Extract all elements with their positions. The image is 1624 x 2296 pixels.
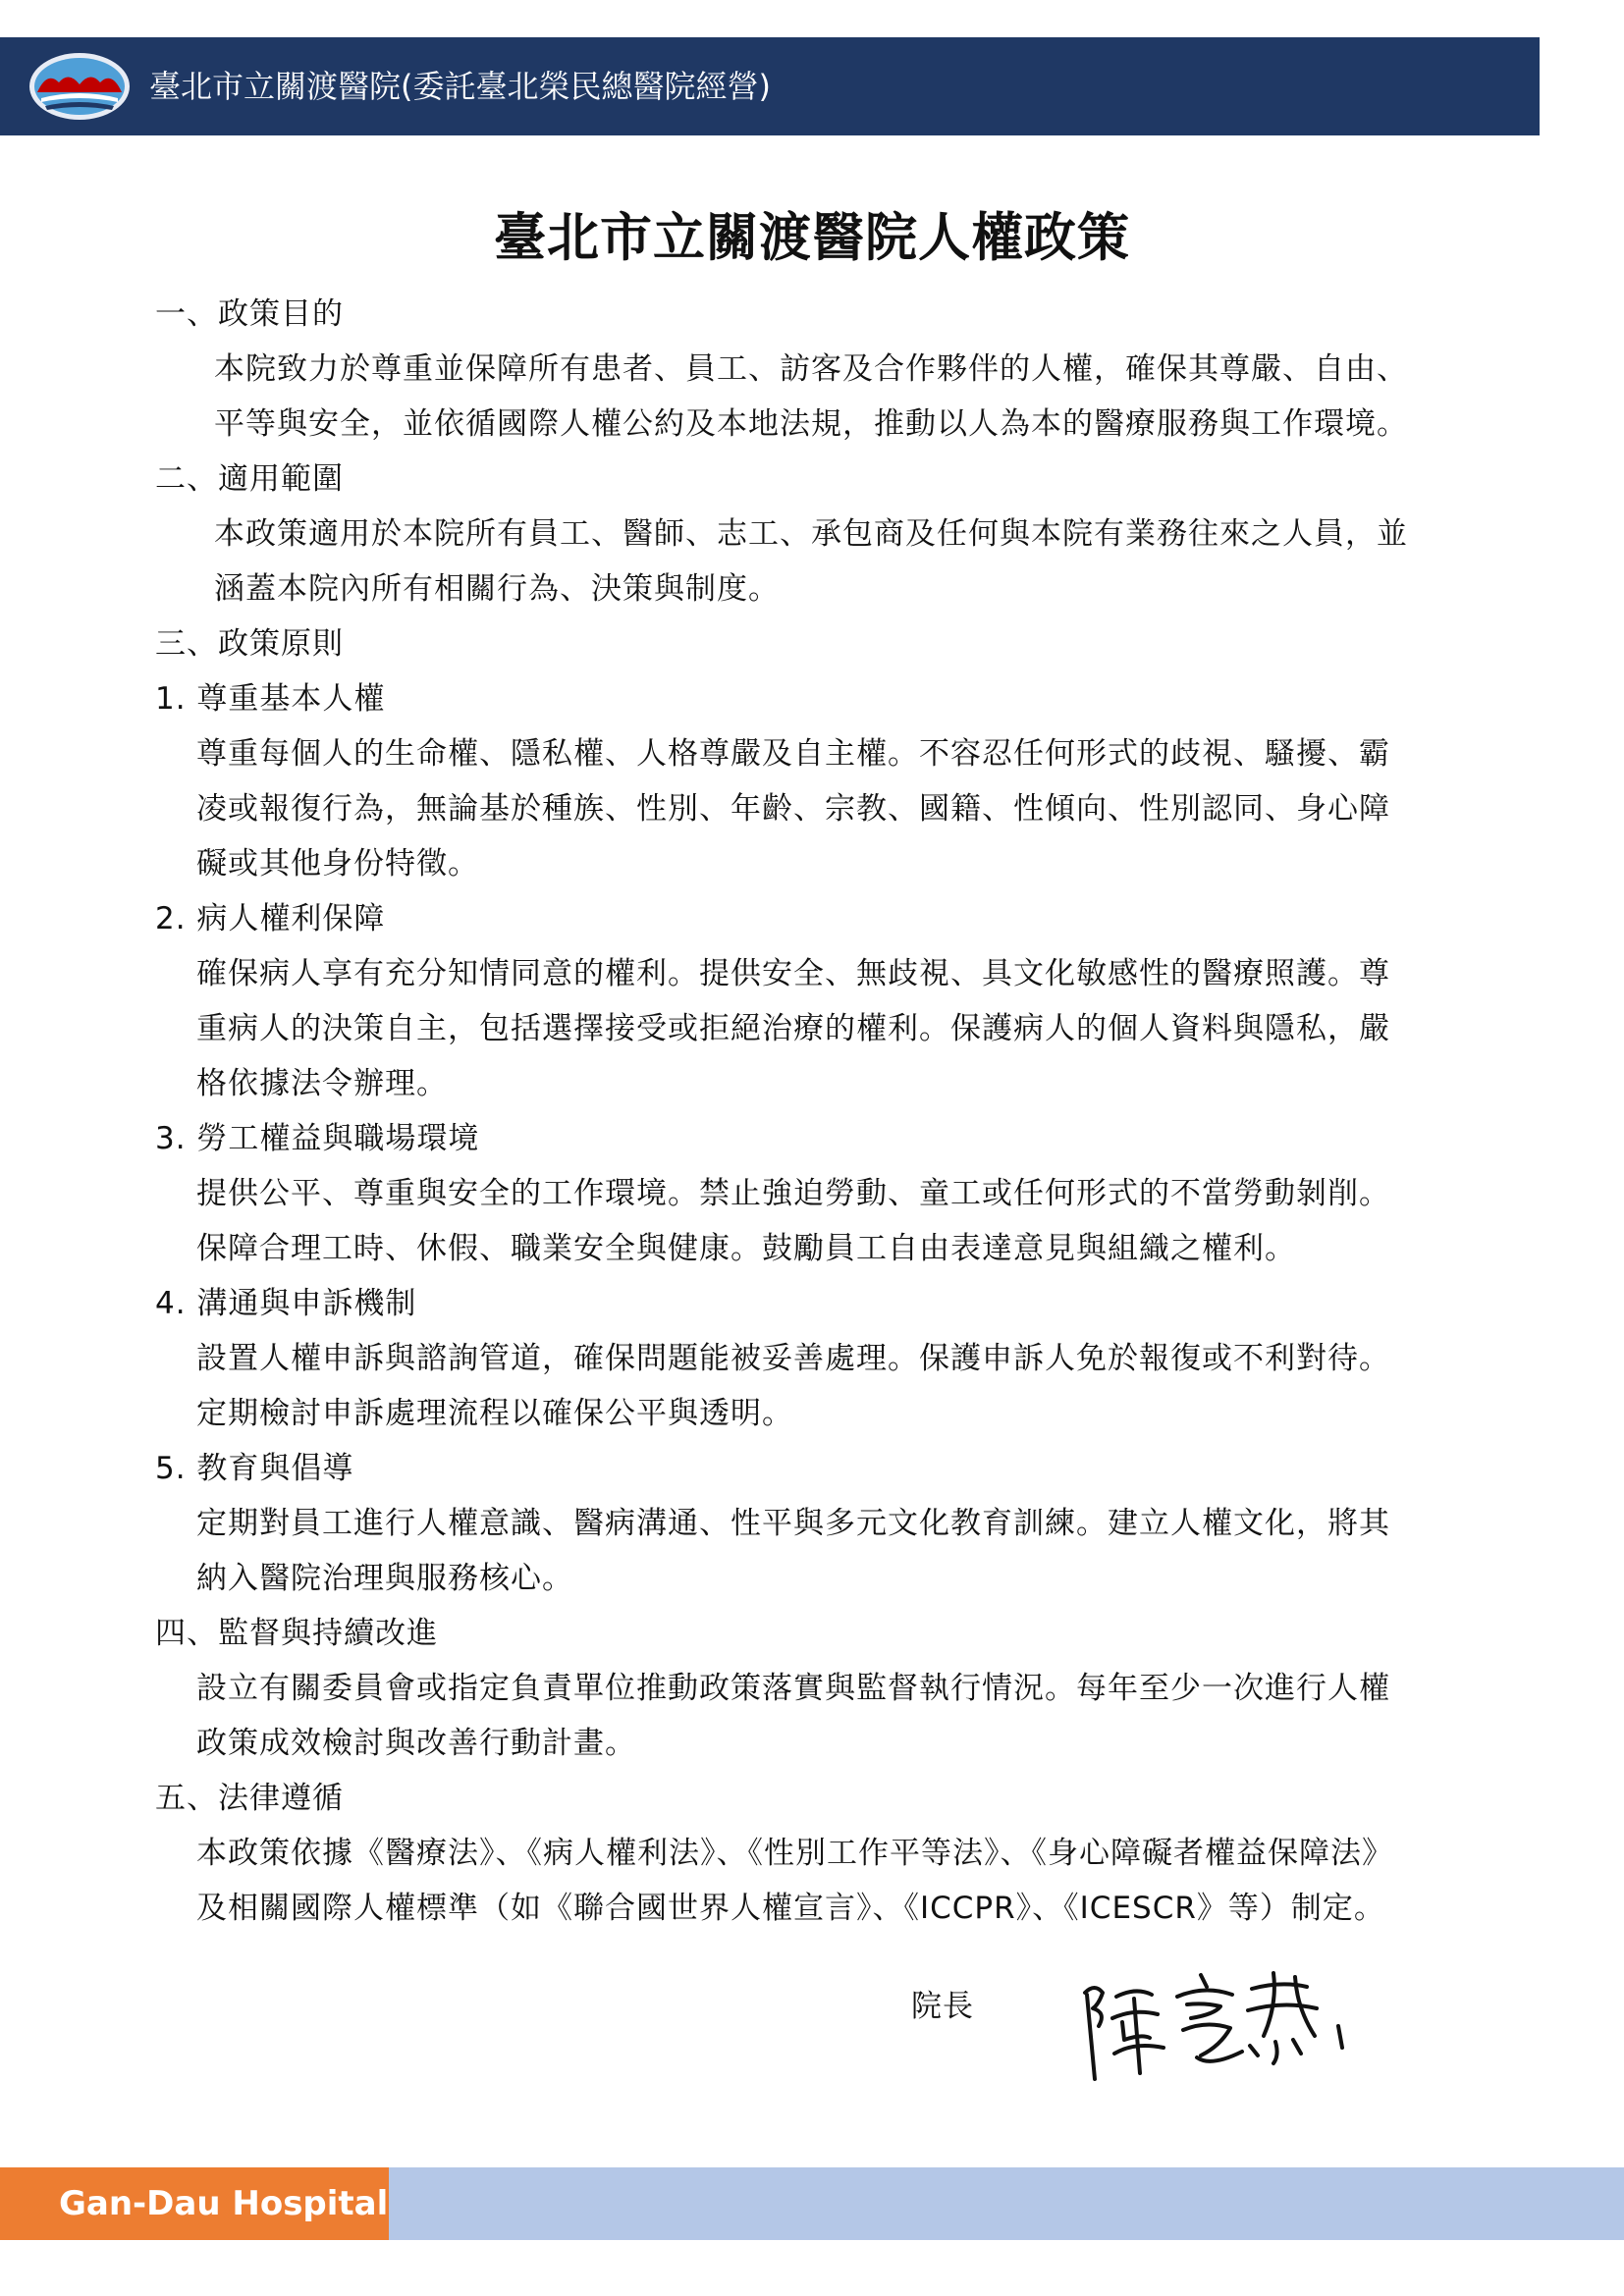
body-line: 提供公平、尊重與安全的工作環境。禁止強迫勞動、童工或任何形式的不當勞動剝削。 bbox=[196, 1176, 1390, 1211]
body-line: 重病人的決策自主，包括選擇接受或拒絕治療的權利。保護病人的個人資料與隱私，嚴 bbox=[196, 1011, 1390, 1046]
principle-heading: 5. 教育與倡導 bbox=[155, 1451, 354, 1486]
principle-heading: 1. 尊重基本人權 bbox=[155, 681, 386, 717]
principle-grievance bbox=[155, 1276, 1500, 1441]
signature-label: 院長 bbox=[911, 1989, 974, 2024]
footer-hospital-name: Gan-Dau Hospital bbox=[59, 2184, 389, 2223]
principle-body bbox=[155, 1166, 1500, 1276]
principle-education bbox=[155, 1441, 1500, 1606]
section-body bbox=[155, 342, 1500, 452]
policy-content bbox=[155, 287, 1500, 1936]
body-line: 定期對員工進行人權意識、醫病溝通、性平與多元文化教育訓練。建立人權文化，將其 bbox=[196, 1506, 1390, 1541]
section-heading: 三、政策原則 bbox=[155, 626, 344, 662]
section-heading: 一、政策目的 bbox=[155, 296, 344, 332]
body-line: 平等與安全，並依循國際人權公約及本地法規，推動以人為本的醫療服務與工作環境。 bbox=[214, 406, 1408, 442]
principle-body bbox=[155, 1331, 1500, 1441]
body-line: 定期檢討申訴處理流程以確保公平與透明。 bbox=[196, 1396, 793, 1431]
header-title: 臺北市立關渡醫院(委託臺北榮民總醫院經營) bbox=[149, 68, 771, 105]
body-line: 凌或報復行為，無論基於種族、性別、年齡、宗教、國籍、性傾向、性別認同、身心障 bbox=[196, 791, 1390, 827]
principle-patient-rights bbox=[155, 891, 1500, 1111]
section-body bbox=[155, 1661, 1500, 1771]
body-line: 設立有關委員會或指定負責單位推動政策落實與監督執行情況。每年至少一次進行人權 bbox=[196, 1671, 1390, 1706]
handwritten-signature bbox=[1073, 1953, 1358, 2091]
principle-heading: 3. 勞工權益與職場環境 bbox=[155, 1121, 480, 1156]
body-line: 尊重每個人的生命權、隱私權、人格尊嚴及自主權。不容忍任何形式的歧視、騷擾、霸 bbox=[196, 736, 1390, 772]
section-principles bbox=[155, 616, 1500, 671]
document-title: 臺北市立關渡醫院人權政策 bbox=[494, 208, 1130, 268]
body-line: 確保病人享有充分知情同意的權利。提供安全、無歧視、具文化敏感性的醫療照護。尊 bbox=[196, 956, 1390, 991]
section-body bbox=[155, 507, 1500, 616]
footer-accent-bar bbox=[389, 2167, 1624, 2240]
signature-block bbox=[911, 1953, 1363, 2101]
footer-brand-bar bbox=[0, 2167, 389, 2240]
section-supervision bbox=[155, 1606, 1500, 1771]
body-line: 政策成效檢討與改善行動計畫。 bbox=[196, 1726, 636, 1761]
section-scope bbox=[155, 452, 1500, 616]
body-line: 納入醫院治理與服務核心。 bbox=[196, 1561, 573, 1596]
section-body bbox=[155, 1826, 1500, 1936]
principle-human-rights bbox=[155, 671, 1500, 891]
header-bar bbox=[0, 37, 1540, 135]
section-legal bbox=[155, 1771, 1500, 1936]
body-line: 本政策適用於本院所有員工、醫師、志工、承包商及任何與本院有業務往來之人員，並 bbox=[214, 516, 1408, 552]
body-line: 礙或其他身份特徵。 bbox=[196, 846, 479, 881]
hospital-logo-icon bbox=[27, 49, 132, 124]
body-line: 本政策依據《醫療法》、《病人權利法》、《性別工作平等法》、《身心障礙者權益保障法》 bbox=[196, 1836, 1393, 1871]
body-line: 保障合理工時、休假、職業安全與健康。鼓勵員工自由表達意見與組織之權利。 bbox=[196, 1231, 1296, 1266]
body-line: 設置人權申訴與諮詢管道，確保問題能被妥善處理。保護申訴人免於報復或不利對待。 bbox=[196, 1341, 1390, 1376]
body-line: 本院致力於尊重並保障所有患者、員工、訪客及合作夥伴的人權，確保其尊嚴、自由、 bbox=[214, 351, 1408, 387]
section-heading: 二、適用範圍 bbox=[155, 461, 344, 497]
body-line: 涵蓋本院內所有相關行為、決策與制度。 bbox=[214, 571, 780, 607]
principle-body bbox=[155, 726, 1500, 891]
principle-body bbox=[155, 1496, 1500, 1606]
principle-labor-rights bbox=[155, 1111, 1500, 1276]
principle-heading: 4. 溝通與申訴機制 bbox=[155, 1286, 417, 1321]
section-purpose bbox=[155, 287, 1500, 452]
body-line: 及相關國際人權標準（如《聯合國世界人權宣言》、《ICCPR》、《ICESCR》等）制定。 bbox=[196, 1891, 1385, 1926]
section-heading: 四、監督與持續改進 bbox=[155, 1616, 438, 1651]
section-heading: 五、法律遵循 bbox=[155, 1781, 344, 1816]
principle-body bbox=[155, 946, 1500, 1111]
principle-heading: 2. 病人權利保障 bbox=[155, 901, 386, 936]
body-line: 格依據法令辦理。 bbox=[196, 1066, 448, 1101]
